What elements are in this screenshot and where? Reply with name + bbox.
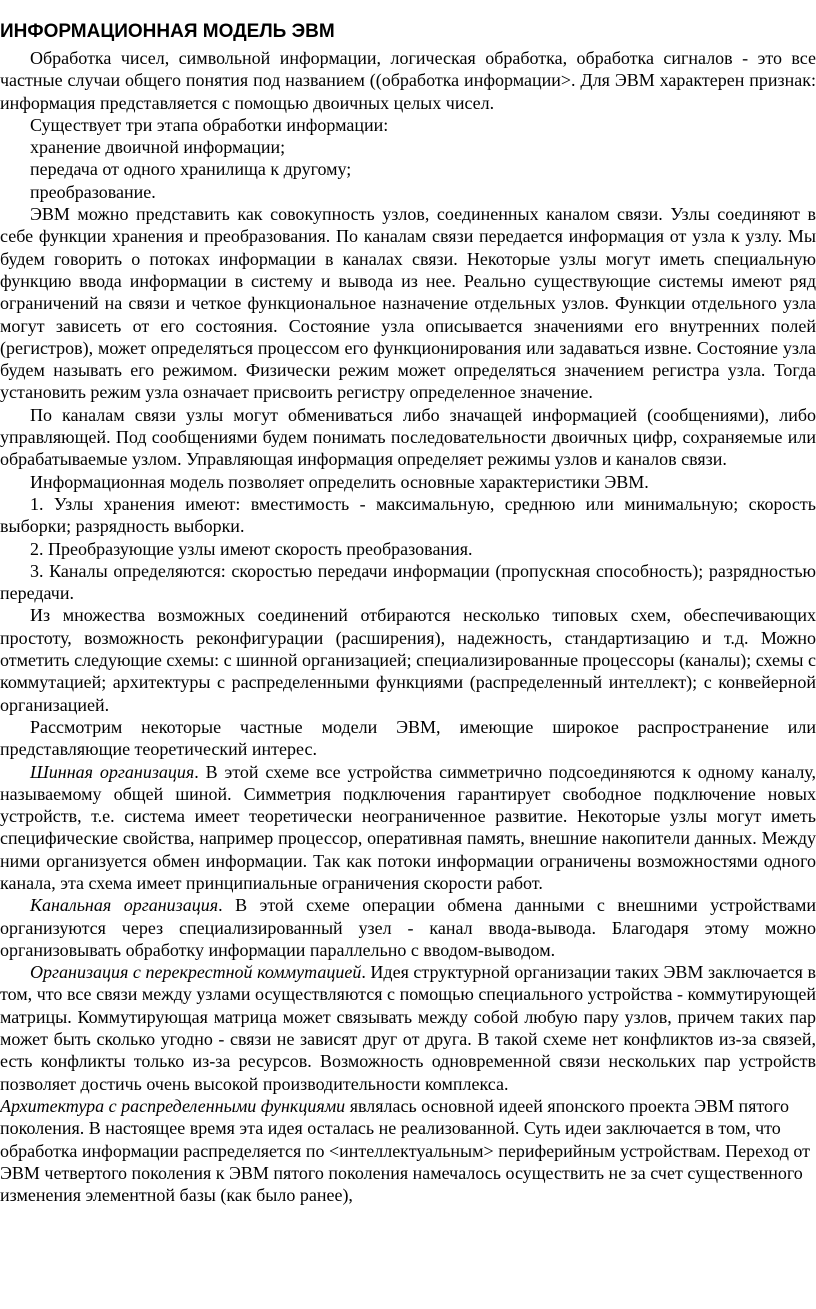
characteristic-item-3: 3. Каналы определяются: скоростью передачи информации (пропускная способность); разрядностью передачи. <box>0 560 816 604</box>
paragraph-channels: По каналам связи узлы могут обмениваться либо значащей информацией (сообщениями), либо управляющей. Под сообщениями будем понимать последовательности двоичных цифр, сохраняемые или обрабатываемые узлом. Управляющая информация определяет режимы узлов и каналов связи. <box>0 404 816 470</box>
term-channel: Канальная организация <box>30 895 219 916</box>
paragraph-distributed-text: являлась основной идеей японского проекта ЭВМ пятого поколения. В настоящее время эта идея осталась не реализованной. Суть идеи заключается в том, что обработка информации распределяется по <интеллектуальным> периферийным устройствам. Переход от ЭВМ четвертого поколения к ЭВМ пятого поколения намечалось осуществить не за счет существенного изменения элементной базы (как было ранее), <box>0 1095 811 1206</box>
paragraph-nodes: ЭВМ можно представить как совокупность узлов, соединенных каналом связи. Узлы соединяют в себе функции хранения и преобразования. По каналам связи передается информация от узла к узлу. Мы будем говорить о потоках информации в каналах связи. Некоторые узлы могут иметь специальную функцию ввода информации в систему и вывода из нее. Реально существующие системы имеют ряд ограничений на связи и четкое функциональное назначение отдельных узлов. Функции отдельного узла могут зависеть от его состояния. Состояние узла описывается значениями его внутренних полей (регистров), может определяться процессом его функционирования или задаваться извне. Состояние узла будем называть его режимом. Физически режим может определяться значением регистра узла. Тогда установить режим узла означает присвоить регистру определенное значение. <box>0 204 816 403</box>
paragraph-channel-org <box>0 894 816 961</box>
paragraph-model: Информационная модель позволяет определить основные характеристики ЭВМ. <box>30 471 649 492</box>
paragraph-stages-lead: Существует три этапа обработки информации: <box>30 114 389 135</box>
paragraph-distributed <box>0 1095 816 1206</box>
term-crossbar: Организация с перекрестной коммутацией <box>30 962 362 983</box>
term-bus: Шинная организация <box>30 761 195 782</box>
document-title: ИНФОРМАЦИОННАЯ МОДЕЛЬ ЭВМ <box>0 21 335 42</box>
stage-item-transfer: передача от одного хранилища к другому; <box>30 159 352 180</box>
stage-item-storage: хранение двоичной информации; <box>30 137 286 158</box>
characteristic-item-2: 2. Преобразующие узлы имеют скорость преобразования. <box>30 538 473 559</box>
paragraph-bus <box>0 761 816 895</box>
paragraph-intro: Обработка чисел, символьной информации, логическая обработка, обработка сигналов - это все частные случаи общего понятия под названием ((обработка информации>. Для ЭВМ характерен признак: информация представляется с помощью двоичных целых чисел. <box>0 48 816 113</box>
document-body <box>0 47 816 1206</box>
paragraph-crossbar <box>0 961 816 1095</box>
paragraph-models-intro: Рассмотрим некоторые частные модели ЭВМ, имеющие широкое распространение или представляющие теоретический интерес. <box>0 716 816 760</box>
paragraph-bus-text: . В этой схеме все устройства симметрично подсоединяются к одному каналу, называемому общей шиной. Симметрия подключения гарантирует свободное подключение новых устройств, т.е. система имеет теоретически неограниченное развитие. Некоторые узлы могут иметь специфические свойства, например процессор, оперативная память, внешние накопители данных. Между ними организуется обмен информации. Так как потоки информации ограничены возможностями одного канала, эта схема имеет принципиальные ограничения скорости работ. <box>0 761 816 893</box>
paragraph-schemes: Из множества возможных соединений отбираются несколько типовых схем, обеспечивающих простоту, возможность реконфигурации (расширения), надежность, стандартизацию и т.д. Можно отметить следующие схемы: с шинной организацией; специализированные процессоры (каналы); схемы с коммутацией; архитектуры с распределенными функциями (распределенный интеллект); с конвейерной организацией. <box>0 605 816 715</box>
term-distributed: Архитектура с распределенными функциями <box>0 1095 346 1116</box>
paragraph-crossbar-text: . Идея структурной организации таких ЭВМ заключается в том, что все связи между узлами осуществляются с помощью специального устройства - коммутирующей матрицы. Коммутирующая матрица может связывать между собой любую пару узлов, причем таких пар может быть сколько угодно - связи не зависят друг от друга. В такой схеме нет конфликтов из-за связей, есть конфликты только из-за ресурсов. Возможность одновременной связи нескольких пар устройств позволяет достичь очень высокой производительности комплекса. <box>0 962 816 1094</box>
characteristic-item-1: 1. Узлы хранения имеют: вместимость - максимальную, среднюю или минимальную; скорость выборки; разрядность выборки. <box>0 493 816 537</box>
paragraph-channel-text: . В этой схеме операции обмена данными с внешними устройствами организуются через специализированный узел - канал ввода-вывода. Благодаря этому можно организовывать обработку информации параллельно с вводом-выводом. <box>0 895 816 960</box>
stage-item-transform: преобразование. <box>30 181 156 202</box>
